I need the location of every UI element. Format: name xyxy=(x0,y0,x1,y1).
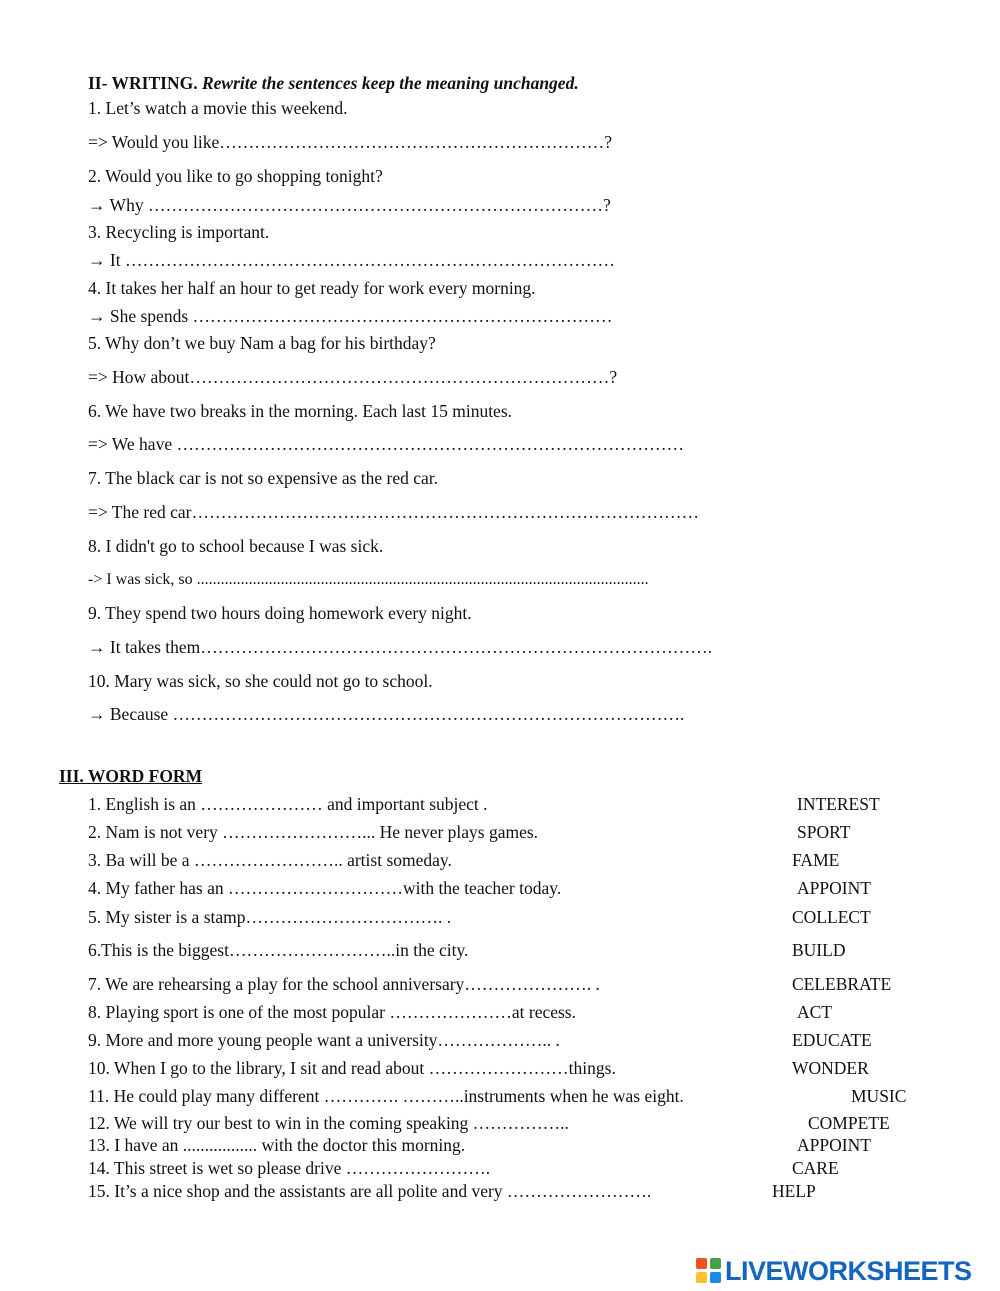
logo-cell-v xyxy=(696,1272,707,1283)
wf-sentence-5: 5. My sister is a stamp……………………………. . xyxy=(88,907,452,927)
writing-q1: 1. Let’s watch a movie this weekend. xyxy=(88,98,348,118)
wf-word-15: HELP xyxy=(772,1181,816,1201)
logo-grid-icon xyxy=(696,1258,722,1284)
wf-word-9: EDUCATE xyxy=(792,1030,872,1050)
wf-sentence-15: 15. It’s a nice shop and the assistants are all polite and very ……………………. xyxy=(88,1181,652,1201)
writing-q7: 7. The black car is not so expensive as the red car. xyxy=(88,468,439,488)
writing-q10: 10. Mary was sick, so she could not go to school. xyxy=(88,671,433,691)
wf-sentence-11: 11. He could play many different …………. ………..instruments when he was eight. xyxy=(88,1086,684,1106)
wf-sentence-14: 14. This street is wet so please drive ……………………. xyxy=(88,1158,491,1178)
logo-text: LIVEWORKSHEETS xyxy=(725,1255,972,1286)
writing-q9: 9. They spend two hours doing homework every night. xyxy=(88,603,472,623)
writing-q4: 4. It takes her half an hour to get ready for work every morning. xyxy=(88,278,536,298)
wf-word-8: ACT xyxy=(797,1002,832,1022)
wf-word-4: APPOINT xyxy=(797,878,871,898)
writing-q5: 5. Why don’t we buy Nam a bag for his birthday? xyxy=(88,333,436,353)
wf-word-6: BUILD xyxy=(792,940,846,960)
wf-word-1: INTEREST xyxy=(797,794,880,814)
logo-cell-i xyxy=(710,1258,721,1269)
wf-word-13: APPOINT xyxy=(797,1135,871,1155)
writing-q6: 6. We have two breaks in the morning. Each last 15 minutes. xyxy=(88,401,513,421)
writing-a8: -> I was sick, so ................................................................................................................. xyxy=(88,571,649,588)
wf-sentence-13: 13. I have an ................. with the doctor this morning. xyxy=(88,1135,466,1155)
wf-sentence-4: 4. My father has an …………………………with the teacher today. xyxy=(88,878,562,898)
word-form-title: III. WORD FORM xyxy=(59,766,203,786)
wf-sentence-2: 2. Nam is not very ……………………... He never plays games. xyxy=(88,822,539,842)
writing-title: II- WRITING. xyxy=(88,73,198,93)
wf-sentence-12: 12. We will try our best to win in the coming speaking …………….. xyxy=(88,1113,569,1133)
wf-sentence-8: 8. Playing sport is one of the most popular …………………at recess. xyxy=(88,1002,576,1022)
wf-sentence-9: 9. More and more young people want a university……………….. . xyxy=(88,1030,560,1050)
logo-cell-l xyxy=(696,1258,707,1269)
writing-q3: 3. Recycling is important. xyxy=(88,222,270,242)
logo-cell-e xyxy=(710,1272,721,1283)
wf-sentence-7: 7. We are rehearsing a play for the school anniversary…………………. . xyxy=(88,974,600,994)
writing-instruction: Rewrite the sentences keep the meaning unchanged. xyxy=(201,73,579,93)
writing-a6: => We have …………………………………………………………………………… xyxy=(88,434,684,454)
wf-word-3: FAME xyxy=(792,850,840,870)
writing-q8: 8. I didn't go to school because I was sick. xyxy=(88,536,384,556)
liveworksheets-logo xyxy=(696,1256,972,1286)
wf-sentence-6: 6.This is the biggest………………………..in the city. xyxy=(88,940,469,960)
wf-sentence-10: 10. When I go to the library, I sit and read about ……………………things. xyxy=(88,1058,616,1078)
writing-a10: → Because ……………………………………………………………………………. xyxy=(88,704,685,724)
writing-a2: → Why ……………………………………………………………………? xyxy=(88,195,611,215)
writing-heading xyxy=(88,75,579,93)
writing-q2: 2. Would you like to go shopping tonight? xyxy=(88,166,383,186)
writing-a7: => The red car…………………………………………………………………………… xyxy=(88,502,699,522)
wf-word-14: CARE xyxy=(792,1158,839,1178)
writing-a5: => How about………………………………………………………………? xyxy=(88,367,618,387)
writing-a1: => Would you like…………………………………………………………? xyxy=(88,132,613,152)
wf-word-7: CELEBRATE xyxy=(792,974,892,994)
writing-a9: → It takes them……………………………………………………………………………. xyxy=(88,637,713,657)
wf-word-11: MUSIC xyxy=(851,1086,907,1106)
wf-sentence-3: 3. Ba will be a …………………….. artist someday. xyxy=(88,850,452,870)
wf-word-2: SPORT xyxy=(797,822,851,842)
writing-a3: → It ………………………………………………………………………… xyxy=(88,250,615,270)
wf-word-12: COMPETE xyxy=(808,1113,890,1133)
wf-word-10: WONDER xyxy=(792,1058,869,1078)
wf-word-5: COLLECT xyxy=(792,907,871,927)
wf-sentence-1: 1. English is an ………………… and important subject . xyxy=(88,794,488,814)
writing-a4: → She spends ……………………………………………………………… xyxy=(88,306,613,326)
